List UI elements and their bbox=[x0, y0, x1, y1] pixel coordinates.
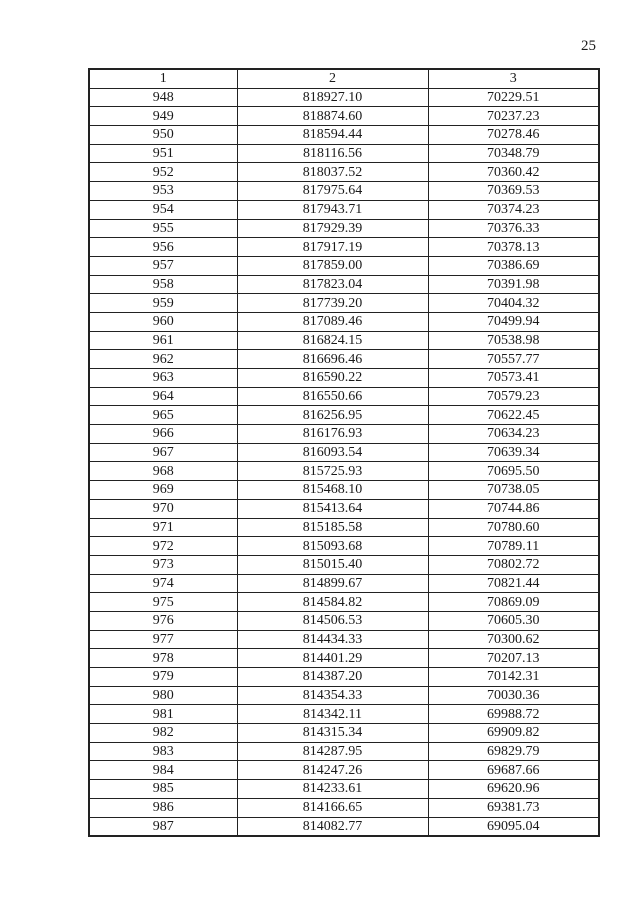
x-coordinate-cell: 816176.93 bbox=[237, 425, 428, 444]
x-coordinate-cell: 815093.68 bbox=[237, 537, 428, 556]
table-row bbox=[89, 798, 599, 817]
table-row bbox=[89, 724, 599, 743]
table-row bbox=[89, 630, 599, 649]
column-header: 3 bbox=[428, 69, 599, 88]
x-coordinate-cell: 818037.52 bbox=[237, 163, 428, 182]
y-coordinate-cell: 70300.62 bbox=[428, 630, 599, 649]
table-row bbox=[89, 425, 599, 444]
table-row bbox=[89, 369, 599, 388]
x-coordinate-cell: 815725.93 bbox=[237, 462, 428, 481]
y-coordinate-cell: 70802.72 bbox=[428, 555, 599, 574]
y-coordinate-cell: 70207.13 bbox=[428, 649, 599, 668]
x-coordinate-cell: 814387.20 bbox=[237, 668, 428, 687]
y-coordinate-cell: 70780.60 bbox=[428, 518, 599, 537]
table-row bbox=[89, 350, 599, 369]
y-coordinate-cell: 70369.53 bbox=[428, 182, 599, 201]
coordinates-table bbox=[88, 68, 600, 837]
x-coordinate-cell: 814506.53 bbox=[237, 611, 428, 630]
y-coordinate-cell: 69620.96 bbox=[428, 780, 599, 799]
point-number-cell: 983 bbox=[89, 742, 237, 761]
y-coordinate-cell: 69909.82 bbox=[428, 724, 599, 743]
table-row bbox=[89, 294, 599, 313]
table-row bbox=[89, 593, 599, 612]
x-coordinate-cell: 814434.33 bbox=[237, 630, 428, 649]
table-row bbox=[89, 387, 599, 406]
point-number-cell: 971 bbox=[89, 518, 237, 537]
y-coordinate-cell: 70869.09 bbox=[428, 593, 599, 612]
y-coordinate-cell: 70821.44 bbox=[428, 574, 599, 593]
x-coordinate-cell: 817943.71 bbox=[237, 200, 428, 219]
y-coordinate-cell: 69381.73 bbox=[428, 798, 599, 817]
table-row bbox=[89, 761, 599, 780]
table-row bbox=[89, 705, 599, 724]
y-coordinate-cell: 70229.51 bbox=[428, 88, 599, 107]
point-number-cell: 976 bbox=[89, 611, 237, 630]
x-coordinate-cell: 816550.66 bbox=[237, 387, 428, 406]
point-number-cell: 965 bbox=[89, 406, 237, 425]
table-row bbox=[89, 481, 599, 500]
x-coordinate-cell: 815015.40 bbox=[237, 555, 428, 574]
table-row bbox=[89, 406, 599, 425]
table-row bbox=[89, 537, 599, 556]
table-row bbox=[89, 238, 599, 257]
x-coordinate-cell: 816590.22 bbox=[237, 369, 428, 388]
y-coordinate-cell: 70376.33 bbox=[428, 219, 599, 238]
point-number-cell: 950 bbox=[89, 126, 237, 145]
table-row bbox=[89, 611, 599, 630]
table-row bbox=[89, 107, 599, 126]
y-coordinate-cell: 70142.31 bbox=[428, 668, 599, 687]
point-number-cell: 970 bbox=[89, 499, 237, 518]
table-row bbox=[89, 144, 599, 163]
point-number-cell: 949 bbox=[89, 107, 237, 126]
x-coordinate-cell: 816093.54 bbox=[237, 443, 428, 462]
x-coordinate-cell: 814315.34 bbox=[237, 724, 428, 743]
table-row bbox=[89, 780, 599, 799]
y-coordinate-cell: 70634.23 bbox=[428, 425, 599, 444]
x-coordinate-cell: 817975.64 bbox=[237, 182, 428, 201]
point-number-cell: 955 bbox=[89, 219, 237, 238]
x-coordinate-cell: 814584.82 bbox=[237, 593, 428, 612]
table-row bbox=[89, 200, 599, 219]
x-coordinate-cell: 816824.15 bbox=[237, 331, 428, 350]
table-row bbox=[89, 312, 599, 331]
y-coordinate-cell: 70391.98 bbox=[428, 275, 599, 294]
point-number-cell: 960 bbox=[89, 312, 237, 331]
x-coordinate-cell: 817929.39 bbox=[237, 219, 428, 238]
point-number-cell: 968 bbox=[89, 462, 237, 481]
coordinates-table-container bbox=[88, 68, 598, 837]
point-number-cell: 979 bbox=[89, 668, 237, 687]
x-coordinate-cell: 817739.20 bbox=[237, 294, 428, 313]
table-row bbox=[89, 126, 599, 145]
point-number-cell: 948 bbox=[89, 88, 237, 107]
x-coordinate-cell: 818927.10 bbox=[237, 88, 428, 107]
y-coordinate-cell: 70348.79 bbox=[428, 144, 599, 163]
y-coordinate-cell: 70237.23 bbox=[428, 107, 599, 126]
y-coordinate-cell: 69095.04 bbox=[428, 817, 599, 836]
table-row bbox=[89, 275, 599, 294]
table-row bbox=[89, 518, 599, 537]
point-number-cell: 964 bbox=[89, 387, 237, 406]
table-body bbox=[89, 88, 599, 836]
point-number-cell: 984 bbox=[89, 761, 237, 780]
y-coordinate-cell: 70386.69 bbox=[428, 256, 599, 275]
x-coordinate-cell: 817823.04 bbox=[237, 275, 428, 294]
table-row bbox=[89, 742, 599, 761]
x-coordinate-cell: 818594.44 bbox=[237, 126, 428, 145]
point-number-cell: 985 bbox=[89, 780, 237, 799]
point-number-cell: 973 bbox=[89, 555, 237, 574]
point-number-cell: 954 bbox=[89, 200, 237, 219]
y-coordinate-cell: 70573.41 bbox=[428, 369, 599, 388]
table-header-row bbox=[89, 69, 599, 88]
x-coordinate-cell: 814233.61 bbox=[237, 780, 428, 799]
point-number-cell: 977 bbox=[89, 630, 237, 649]
x-coordinate-cell: 815468.10 bbox=[237, 481, 428, 500]
point-number-cell: 981 bbox=[89, 705, 237, 724]
table-row bbox=[89, 499, 599, 518]
point-number-cell: 961 bbox=[89, 331, 237, 350]
point-number-cell: 974 bbox=[89, 574, 237, 593]
point-number-cell: 952 bbox=[89, 163, 237, 182]
y-coordinate-cell: 69829.79 bbox=[428, 742, 599, 761]
x-coordinate-cell: 816696.46 bbox=[237, 350, 428, 369]
point-number-cell: 980 bbox=[89, 686, 237, 705]
point-number-cell: 958 bbox=[89, 275, 237, 294]
point-number-cell: 953 bbox=[89, 182, 237, 201]
table-row bbox=[89, 182, 599, 201]
x-coordinate-cell: 815413.64 bbox=[237, 499, 428, 518]
y-coordinate-cell: 70639.34 bbox=[428, 443, 599, 462]
y-coordinate-cell: 70744.86 bbox=[428, 499, 599, 518]
table-row bbox=[89, 163, 599, 182]
table-row bbox=[89, 331, 599, 350]
y-coordinate-cell: 70695.50 bbox=[428, 462, 599, 481]
x-coordinate-cell: 814342.11 bbox=[237, 705, 428, 724]
x-coordinate-cell: 817917.19 bbox=[237, 238, 428, 257]
y-coordinate-cell: 70360.42 bbox=[428, 163, 599, 182]
x-coordinate-cell: 818874.60 bbox=[237, 107, 428, 126]
y-coordinate-cell: 70789.11 bbox=[428, 537, 599, 556]
y-coordinate-cell: 70404.32 bbox=[428, 294, 599, 313]
point-number-cell: 967 bbox=[89, 443, 237, 462]
table-row bbox=[89, 462, 599, 481]
table-row bbox=[89, 219, 599, 238]
y-coordinate-cell: 70374.23 bbox=[428, 200, 599, 219]
point-number-cell: 962 bbox=[89, 350, 237, 369]
x-coordinate-cell: 814401.29 bbox=[237, 649, 428, 668]
table-row bbox=[89, 574, 599, 593]
table-row bbox=[89, 817, 599, 836]
y-coordinate-cell: 70278.46 bbox=[428, 126, 599, 145]
y-coordinate-cell: 70622.45 bbox=[428, 406, 599, 425]
y-coordinate-cell: 70557.77 bbox=[428, 350, 599, 369]
y-coordinate-cell: 70579.23 bbox=[428, 387, 599, 406]
table-row bbox=[89, 443, 599, 462]
x-coordinate-cell: 814247.26 bbox=[237, 761, 428, 780]
x-coordinate-cell: 818116.56 bbox=[237, 144, 428, 163]
point-number-cell: 963 bbox=[89, 369, 237, 388]
y-coordinate-cell: 70738.05 bbox=[428, 481, 599, 500]
column-header: 1 bbox=[89, 69, 237, 88]
point-number-cell: 951 bbox=[89, 144, 237, 163]
table-row bbox=[89, 686, 599, 705]
x-coordinate-cell: 814287.95 bbox=[237, 742, 428, 761]
x-coordinate-cell: 817089.46 bbox=[237, 312, 428, 331]
y-coordinate-cell: 70605.30 bbox=[428, 611, 599, 630]
x-coordinate-cell: 814354.33 bbox=[237, 686, 428, 705]
point-number-cell: 986 bbox=[89, 798, 237, 817]
x-coordinate-cell: 816256.95 bbox=[237, 406, 428, 425]
point-number-cell: 978 bbox=[89, 649, 237, 668]
point-number-cell: 987 bbox=[89, 817, 237, 836]
x-coordinate-cell: 817859.00 bbox=[237, 256, 428, 275]
x-coordinate-cell: 815185.58 bbox=[237, 518, 428, 537]
point-number-cell: 969 bbox=[89, 481, 237, 500]
point-number-cell: 975 bbox=[89, 593, 237, 612]
x-coordinate-cell: 814899.67 bbox=[237, 574, 428, 593]
table-row bbox=[89, 88, 599, 107]
y-coordinate-cell: 69988.72 bbox=[428, 705, 599, 724]
point-number-cell: 982 bbox=[89, 724, 237, 743]
y-coordinate-cell: 70030.36 bbox=[428, 686, 599, 705]
page-number: 25 bbox=[581, 38, 596, 54]
point-number-cell: 956 bbox=[89, 238, 237, 257]
y-coordinate-cell: 69687.66 bbox=[428, 761, 599, 780]
point-number-cell: 972 bbox=[89, 537, 237, 556]
table-row bbox=[89, 649, 599, 668]
x-coordinate-cell: 814166.65 bbox=[237, 798, 428, 817]
y-coordinate-cell: 70378.13 bbox=[428, 238, 599, 257]
y-coordinate-cell: 70499.94 bbox=[428, 312, 599, 331]
point-number-cell: 959 bbox=[89, 294, 237, 313]
table-row bbox=[89, 256, 599, 275]
x-coordinate-cell: 814082.77 bbox=[237, 817, 428, 836]
y-coordinate-cell: 70538.98 bbox=[428, 331, 599, 350]
point-number-cell: 966 bbox=[89, 425, 237, 444]
column-header: 2 bbox=[237, 69, 428, 88]
table-row bbox=[89, 668, 599, 687]
point-number-cell: 957 bbox=[89, 256, 237, 275]
table-row bbox=[89, 555, 599, 574]
